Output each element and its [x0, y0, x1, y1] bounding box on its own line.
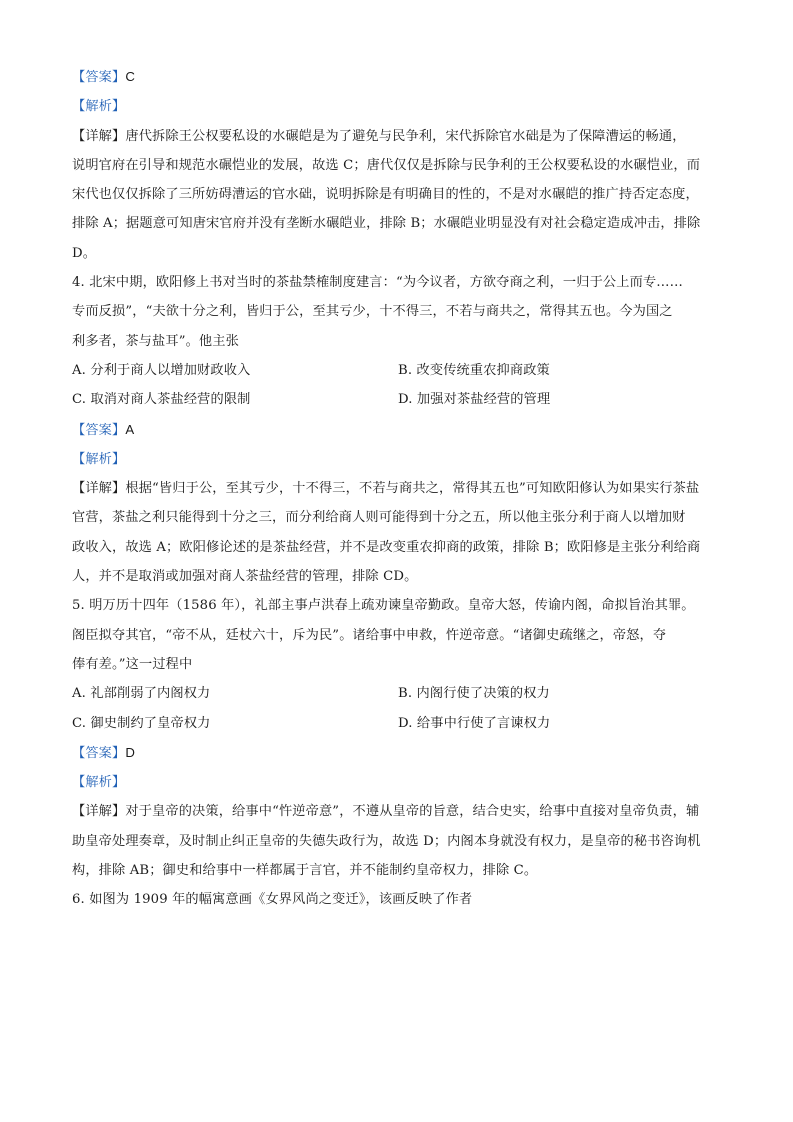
q3-analysis-line	[72, 92, 724, 121]
q3-detail-line: 宋代也仅仅拆除了三所妨碍漕运的官水础，说明拆除是有明确目的性的，不是对水碾皑的推广持否定态度，	[72, 187, 699, 203]
q5-detail-line	[72, 797, 724, 826]
q3-answer: C	[125, 69, 136, 84]
analysis-label: 【解析】	[72, 99, 126, 115]
q4-stem-line: 4. 北宋中期，欧阳修上书对当时的茶盐禁榷制度建言：“为今议者，方欲夺商之利，一归于公上而专……	[72, 275, 683, 291]
q5-option-a: A. 礼部削弱了内阁权力	[72, 686, 211, 702]
q4-detail-line: 人，并不是取消或加强对商人茶盐经营的管理，排除 CD。	[72, 569, 418, 585]
q6-stem-line: 6. 如图为 1909 年的幅寓意画《女界风尚之变迁》，该画反映了作者	[72, 892, 473, 908]
q5-stem-line: 5. 明万历十四年（1586 年），礼部主事卢洪春上疏劝谏皇帝勤政。皇帝大怒，传谕内阁，命拟旨治其罪。	[72, 598, 695, 614]
q4-detail-text: 根据“皆归于公，至其亏少，十不得三，不若与商共之，常得其五也”可知欧阳修认为如果实行茶盐	[125, 481, 700, 497]
q5-answer-line	[72, 738, 724, 768]
q5-option-c: C. 御史制约了皇帝权力	[72, 715, 211, 731]
q3-detail-line: D。	[72, 245, 97, 261]
document-page	[72, 62, 724, 915]
q5-stem-line: 俸有差。”这一过程中	[72, 656, 193, 672]
q4-option-a: A. 分利于商人以增加财政收入	[72, 362, 251, 378]
q3-detail-line: 排除 A；据题意可知唐宋官府并没有垄断水碾皑业，排除 B；水碾皑业明显没有对社会稳定造成冲击，排除	[72, 216, 701, 232]
q4-options-row	[72, 385, 724, 414]
q4-answer-line	[72, 415, 724, 445]
q4-options-row	[72, 356, 724, 385]
q5-option-d: D. 给事中行使了言谏权力	[398, 715, 551, 731]
q4-detail-line	[72, 474, 724, 503]
q4-detail-line: 官营，茶盐之利只能得到十分之三，而分利给商人则可能得到十分之五，所以他主张分利于商人以增加财	[72, 510, 686, 526]
q3-detail-text: 唐代拆除王公权要私设的水碾皑是为了避免与民争利，宋代拆除官水础是为了保障漕运的畅通，	[125, 128, 686, 144]
q4-detail-line: 政收入，故选 A；欧阳修论述的是茶盐经营，并不是改变重农抑商的政策，排除 B；欧阳修是主张分利给商	[72, 539, 701, 555]
detail-label: 【详解】	[72, 128, 126, 144]
q3-answer-line	[72, 62, 724, 92]
analysis-label: 【解析】	[72, 775, 126, 791]
q5-stem-line: 阁臣拟夺其官，“帝不从，廷杖六十，斥为民”。诸给事中申救，忤逆帝意。“诸御史疏继之，帝怒，夺	[72, 627, 667, 643]
q5-detail-text: 对于皇帝的决策，给事中“忤逆帝意”，不遵从皇帝的旨意，结合史实，给事中直接对皇帝负责，辅	[125, 804, 700, 820]
q5-detail-line: 构，排除 AB；御史和给事中一样都属于言官，并不能制约皇帝权力，排除 C。	[72, 863, 538, 879]
q5-option-b: B. 内阁行使了决策的权力	[398, 686, 550, 702]
q4-stem-line: 专而反损”，“夫欲十分之利，皆归于公，至其亏少，十不得三，不若与商共之，常得其五也。今为国之	[72, 304, 673, 320]
detail-label: 【详解】	[72, 804, 126, 820]
q4-answer: A	[125, 421, 135, 437]
q3-detail-line: 说明官府在引导和规范水碾恺业的发展，故选 C；唐代仅仅是拆除与民争利的王公权要私设的水碾恺业，而	[72, 157, 701, 173]
q5-detail-line: 助皇帝处理奏章，及时制止纠正皇帝的失德失政行为，故选 D；内阁本身就没有权力，是皇帝的秘书咨询机	[72, 833, 701, 849]
q5-analysis-line	[72, 768, 724, 797]
q4-stem-line: 利多者，茶与盐耳”。他主张	[72, 333, 239, 349]
q5-answer: D	[125, 744, 136, 760]
answer-label: 【答案】	[72, 70, 126, 85]
answer-label: 【答案】	[72, 745, 126, 761]
q4-option-d: D. 加强对茶盐经营的管理	[398, 392, 551, 408]
q5-options-row	[72, 709, 724, 738]
q5-options-row	[72, 679, 724, 708]
q3-detail-line	[72, 122, 724, 151]
answer-label: 【答案】	[72, 422, 126, 438]
detail-label: 【详解】	[72, 481, 126, 497]
q4-analysis-line	[72, 445, 724, 474]
analysis-label: 【解析】	[72, 451, 126, 467]
q4-option-c: C. 取消对商人茶盐经营的限制	[72, 392, 251, 408]
q4-option-b: B. 改变传统重农抑商政策	[398, 362, 550, 378]
